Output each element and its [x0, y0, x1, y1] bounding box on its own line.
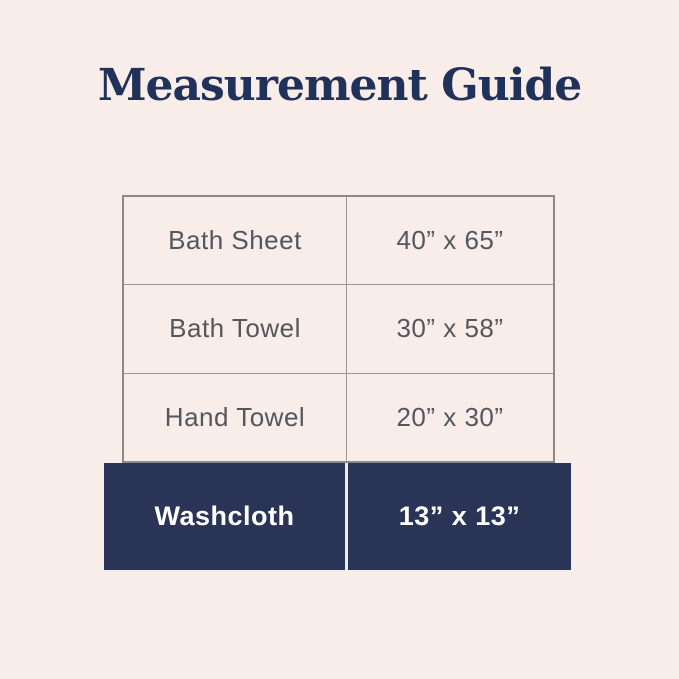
size-cell: 20” x 30”: [396, 401, 504, 432]
size-cell: 30” x 58”: [396, 313, 504, 344]
item-cell: Hand Towel: [124, 374, 347, 461]
size-cell-highlighted: 13” x 13”: [398, 501, 521, 531]
highlighted-row-washcloth: [104, 463, 571, 570]
table-row: [124, 197, 553, 285]
size-cell: 40” x 65”: [396, 225, 504, 256]
item-cell: Bath Towel: [124, 285, 347, 372]
table-row: [124, 374, 553, 461]
table-row: [124, 285, 553, 373]
page-title: Measurement Guide: [97, 60, 582, 111]
measurement-table: [122, 195, 555, 463]
item-cell-highlighted: Washcloth: [154, 501, 295, 531]
item-cell: Bath Sheet: [124, 197, 347, 284]
